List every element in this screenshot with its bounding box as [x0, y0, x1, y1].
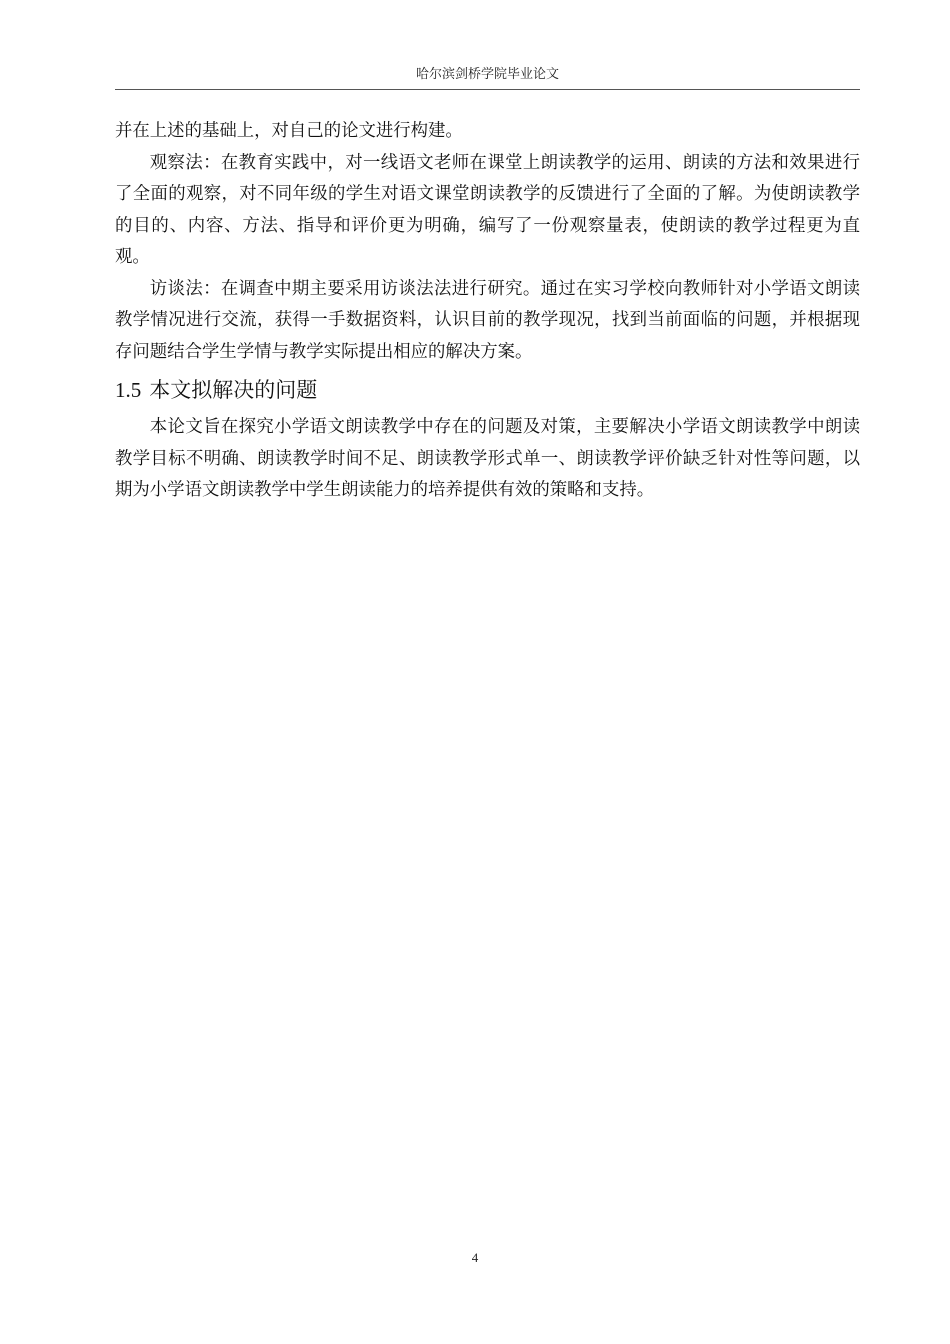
paragraph-interview-method: 访谈法：在调查中期主要采用访谈法法进行研究。通过在实习学校向教师针对小学语文朗读教学情况进行交流，获得一手数据资料，认识目前的教学现况，找到当前面临的问题，并根据现存问题结合学生学情与教学实际提出相应的解决方案。	[115, 278, 860, 362]
paragraph-observation-method: 观察法：在教育实践中，对一线语文老师在课堂上朗读教学的运用、朗读的方法和效果进行了全面的观察，对不同年级的学生对语文课堂朗读教学的反馈进行了全面的了解。为使朗读教学的目的、内容、方法、指导和评价更为明确，编写了一份观察量表，使朗读的教学过程更为直观。	[115, 152, 860, 267]
page-number: 4	[471, 1250, 479, 1265]
document-body	[115, 116, 860, 507]
section-number: 1.5	[115, 378, 142, 402]
paragraph-problems: 本论文旨在探究小学语文朗读教学中存在的问题及对策，主要解决小学语文朗读教学中朗读教学目标不明确、朗读教学时间不足、朗读教学形式单一、朗读教学评价缺乏针对性等问题，以期为小学语文朗读教学中学生朗读能力的培养提供有效的策略和支持。	[115, 417, 860, 500]
header-title: 哈尔滨剑桥学院毕业论文	[415, 67, 559, 82]
paragraph-continued: 并在上述的基础上，对自己的论文进行构建。	[115, 121, 463, 141]
page-header	[115, 64, 860, 90]
section-heading	[115, 372, 860, 408]
section-title: 本文拟解决的问题	[149, 378, 318, 402]
